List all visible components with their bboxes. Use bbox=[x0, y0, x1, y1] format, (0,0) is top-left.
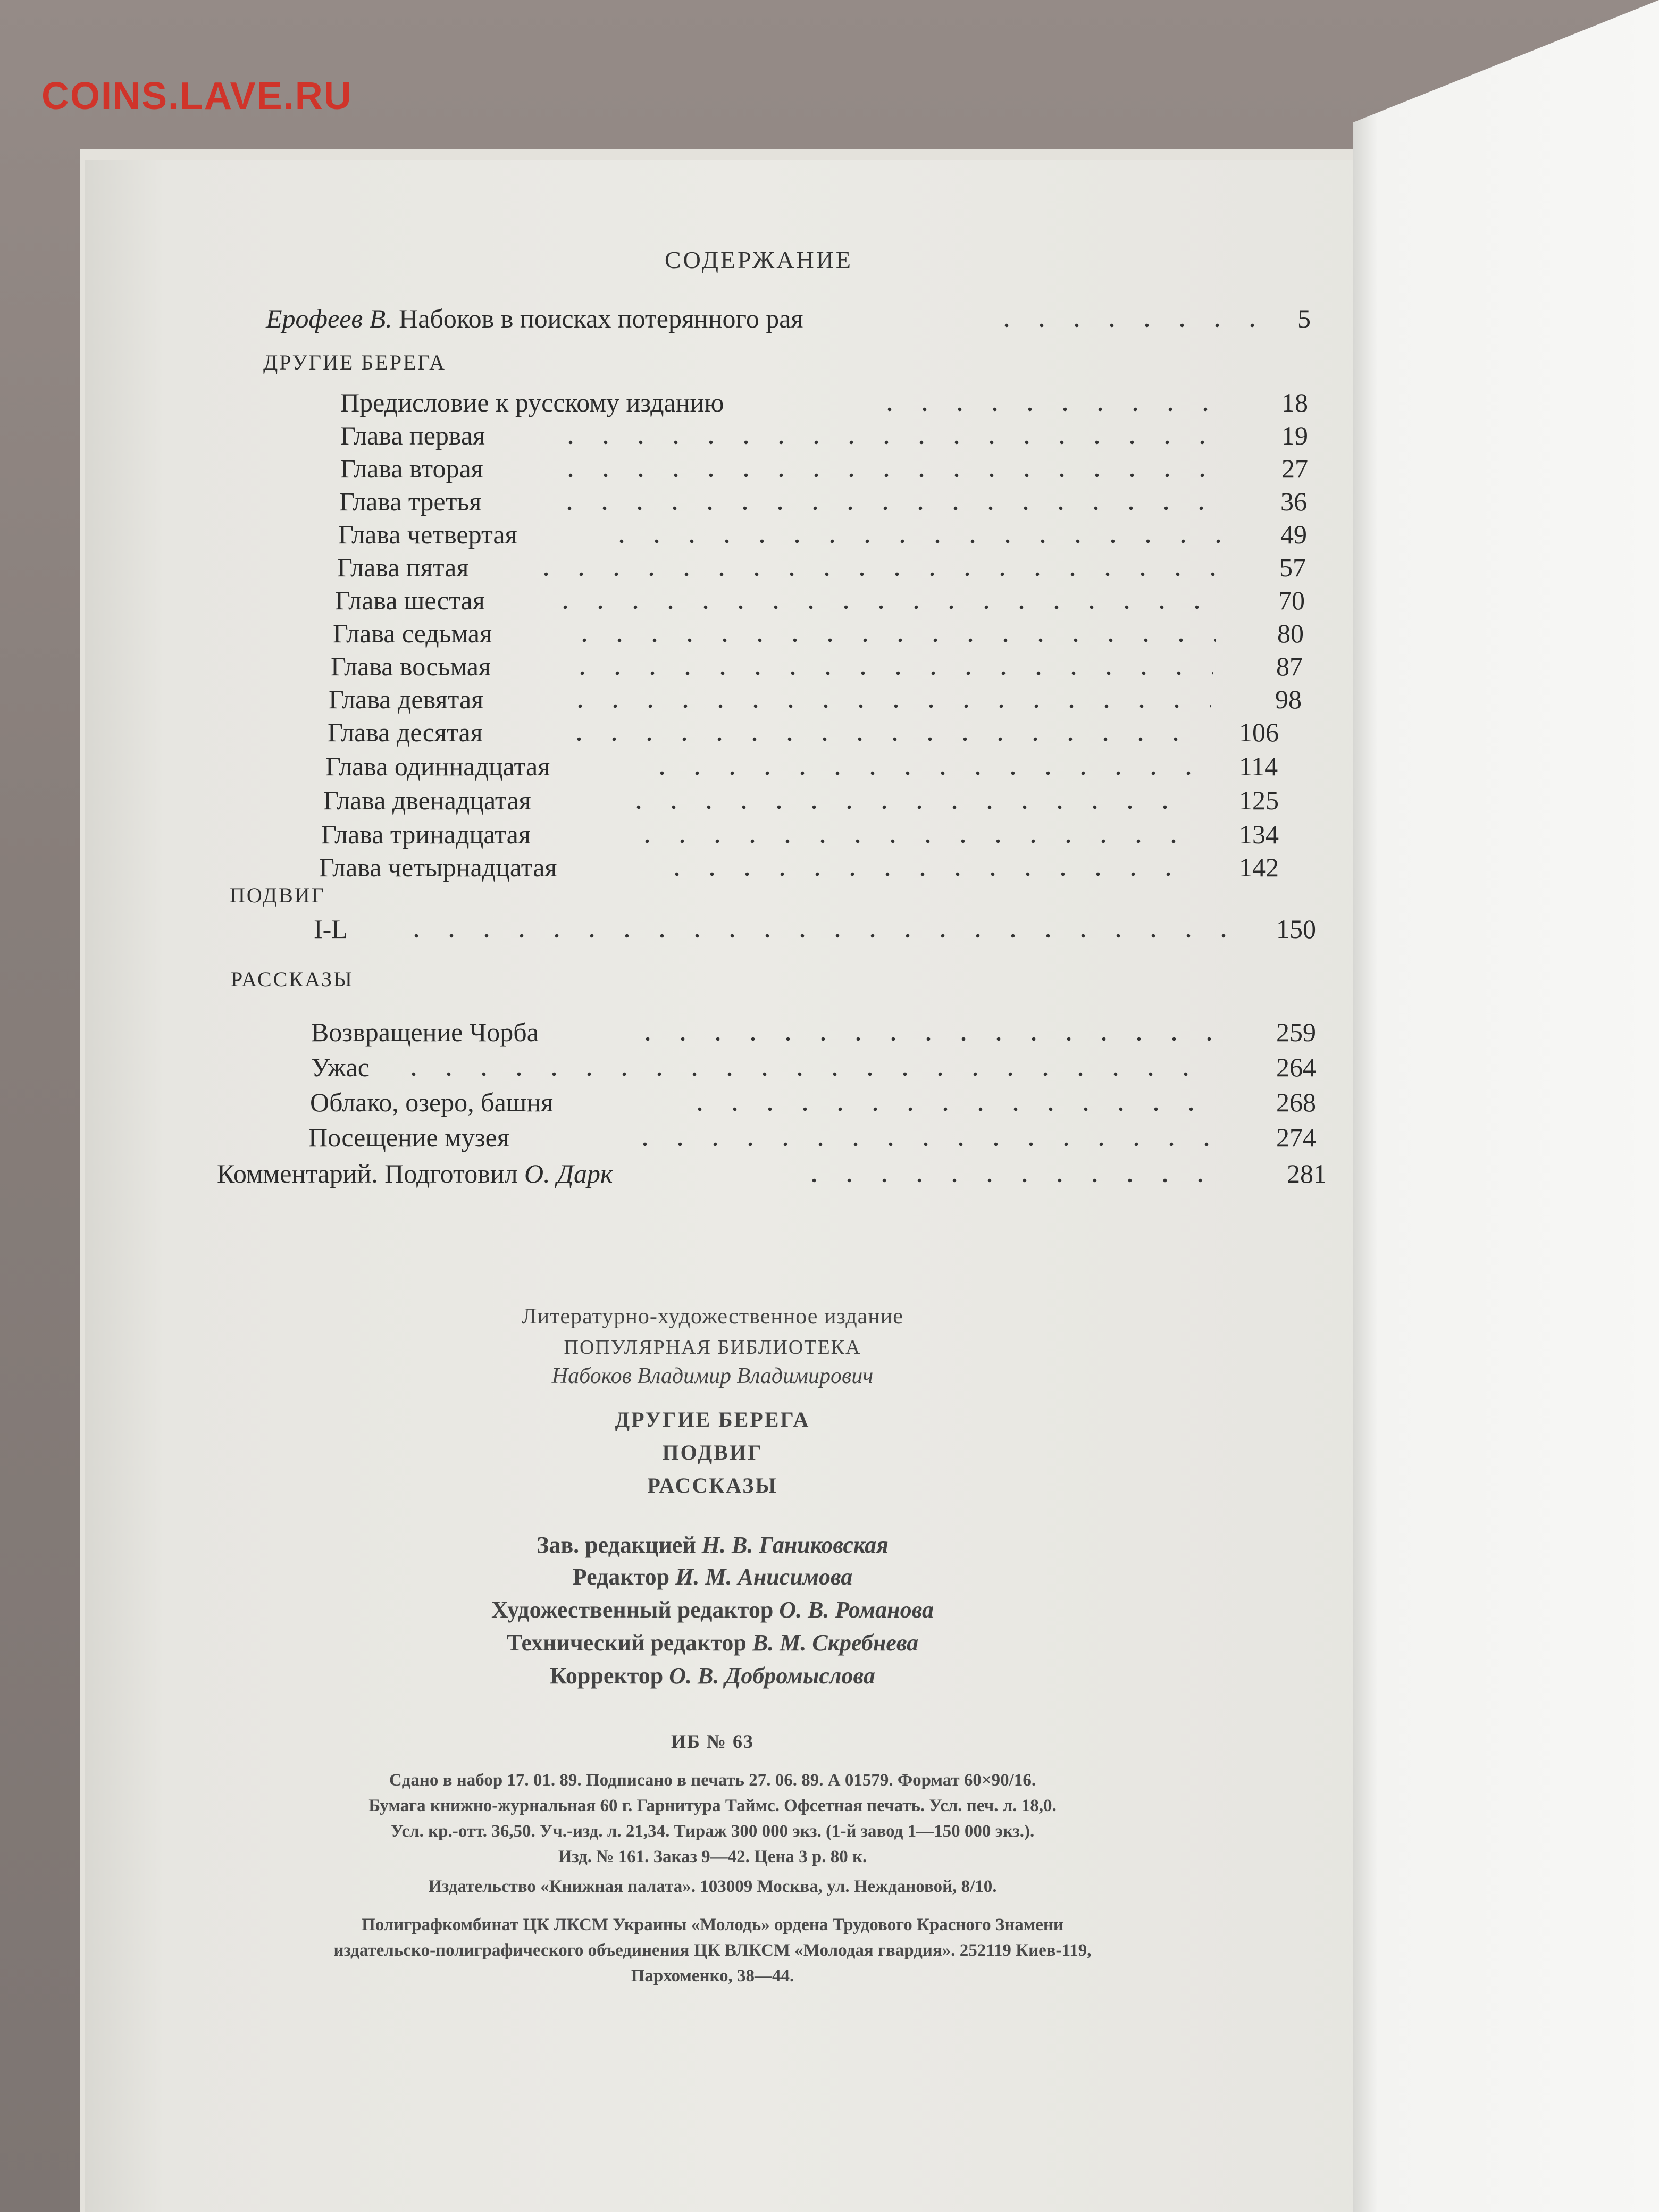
print-line: Бумага книжно-журнальная 60 г. Гарнитура Таймс. Офсетная печать. Усл. печ. л. 18,0. bbox=[368, 1796, 1057, 1815]
staff-name: О. В. Романова bbox=[779, 1597, 934, 1623]
toc-entry-label: Глава шестая bbox=[335, 585, 485, 615]
leader-dots bbox=[797, 1178, 1222, 1183]
toc-page-number: 259 bbox=[1276, 1017, 1316, 1047]
staff-line bbox=[0, 1596, 1425, 1623]
colophon-series: ПОПУЛЯРНАЯ БИБЛИОТЕКА bbox=[564, 1336, 861, 1359]
toc-entry-label: Глава девятая bbox=[329, 684, 484, 714]
toc-entry-label: I-L bbox=[314, 914, 348, 944]
toc-entry-intro bbox=[266, 303, 1329, 335]
section-heading-feat: ПОДВИГ bbox=[230, 883, 325, 907]
toc-page-number: 18 bbox=[1281, 388, 1308, 417]
staff-name: Н. В. Ганиковская bbox=[701, 1532, 889, 1558]
toc-entry-label: Возвращение Чорба bbox=[311, 1017, 539, 1047]
staff-name: И. М. Анисимова bbox=[675, 1564, 853, 1590]
colophon-edition-type: Литературно-художественное издание bbox=[522, 1304, 903, 1329]
print-line: издательско-полиграфического объединения ЦК ВЛКСМ «Молодая гвардия». 252119 Киев-119, bbox=[333, 1941, 1092, 1960]
staff-name: В. М. Скребнева bbox=[752, 1630, 919, 1656]
leader-dots bbox=[553, 440, 1223, 445]
toc-entry-label: Глава третья bbox=[339, 487, 482, 516]
toc-entry bbox=[333, 618, 1333, 650]
toc-page-number: 274 bbox=[1276, 1122, 1316, 1152]
staff-line bbox=[0, 1662, 1425, 1689]
leader-dots bbox=[396, 1072, 1215, 1076]
toc-entry-label: Глава четвертая bbox=[338, 520, 517, 549]
leader-dots bbox=[644, 771, 1197, 775]
toc-entry-label: Глава пятая bbox=[337, 552, 469, 582]
toc-entry-label: Глава четырнадцатая bbox=[319, 852, 557, 882]
toc-page-number: 27 bbox=[1281, 454, 1308, 483]
toc-entry-label: Глава двенадцатая bbox=[323, 785, 531, 815]
toc-entry-label: Глава одиннадцатая bbox=[325, 751, 550, 781]
toc-entry bbox=[340, 453, 1340, 485]
toc-entry bbox=[335, 585, 1335, 617]
toc-page-number: 106 bbox=[1239, 717, 1279, 747]
toc-entry bbox=[311, 1017, 1343, 1049]
toc-entry bbox=[314, 914, 1345, 945]
section-heading-other-shores: ДРУГИЕ БЕРЕГА bbox=[263, 350, 447, 374]
toc-page-number: 98 bbox=[1275, 684, 1302, 714]
toc-page-number: 36 bbox=[1280, 487, 1307, 516]
toc-entry-label bbox=[217, 1158, 613, 1189]
staff-line bbox=[0, 1563, 1425, 1590]
colophon-title-1: ДРУГИЕ БЕРЕГА bbox=[615, 1407, 810, 1431]
toc-entry bbox=[331, 651, 1330, 683]
toc-page-number: 264 bbox=[1276, 1052, 1316, 1082]
print-line: Пархоменко, 38—44. bbox=[631, 1966, 794, 1985]
staff-role: Зав. редакцией bbox=[537, 1532, 696, 1558]
toc-entry bbox=[337, 552, 1337, 584]
toc-page-number: 114 bbox=[1239, 751, 1278, 781]
toc-page-number: 70 bbox=[1278, 585, 1305, 615]
colophon-title-3: РАССКАЗЫ bbox=[647, 1473, 778, 1497]
commentary-label: Комментарий. Подготовил bbox=[217, 1159, 518, 1188]
leader-dots bbox=[659, 872, 1191, 876]
intro-author: Ерофеев В. bbox=[266, 304, 392, 333]
toc-entry bbox=[340, 420, 1340, 452]
toc-page-number: 134 bbox=[1239, 819, 1279, 849]
print-line: Усл. кр.-отт. 36,50. Уч.-изд. л. 21,34. Тираж 300 000 экз. (1-й завод 1—150 000 экз.). bbox=[390, 1822, 1035, 1841]
toc-page-number: 150 bbox=[1276, 914, 1316, 944]
toc-entry bbox=[340, 387, 1340, 419]
leader-dots bbox=[553, 473, 1223, 477]
toc-page-number: 49 bbox=[1280, 520, 1307, 549]
leader-dots bbox=[630, 839, 1193, 843]
toc-entry bbox=[310, 1087, 1342, 1119]
toc-entry bbox=[321, 819, 1321, 851]
intro-title: Набоков в поисках потерянного рая bbox=[399, 304, 803, 333]
toc-entry bbox=[325, 751, 1325, 783]
staff-name: О. В. Добромыслова bbox=[669, 1663, 875, 1689]
toc-page-number: 142 bbox=[1239, 852, 1279, 882]
staff-line bbox=[0, 1531, 1425, 1559]
toc-entry-label: Глава восьмая bbox=[331, 651, 491, 681]
leader-dots bbox=[604, 539, 1221, 543]
commentary-editor: О. Дарк bbox=[524, 1159, 613, 1188]
print-line: Сдано в набор 17. 01. 89. Подписано в печать 27. 06. 89. А 01579. Формат 60×90/16. bbox=[389, 1771, 1036, 1790]
leader-dots bbox=[563, 704, 1211, 708]
toc-page-number: 125 bbox=[1239, 785, 1279, 815]
toc-entry-label: Глава седьмая bbox=[333, 618, 492, 648]
toc-page-number: 5 bbox=[1297, 304, 1311, 333]
toc-page-number: 57 bbox=[1279, 552, 1306, 582]
leader-dots bbox=[567, 638, 1216, 642]
toc-title: СОДЕРЖАНИЕ bbox=[665, 246, 853, 273]
staff-line bbox=[0, 1629, 1425, 1656]
toc-entry-label: Глава тринадцатая bbox=[321, 819, 531, 849]
toc-entry-commentary bbox=[217, 1158, 1344, 1190]
colophon-ib-number: ИБ № 63 bbox=[671, 1731, 754, 1752]
print-line: Издательство «Книжная палата». 103009 Москва, ул. Неждановой, 8/10. bbox=[428, 1877, 997, 1896]
leader-dots bbox=[630, 1037, 1215, 1041]
watermark: COINS.LAVE.RU bbox=[41, 75, 353, 118]
toc-entry-label bbox=[266, 303, 803, 334]
toc-entry-label: Глава десятая bbox=[328, 717, 483, 747]
toc-entry-label: Предисловие к русскому изданию bbox=[340, 388, 724, 417]
colophon-author: Набоков Владимир Владимирович bbox=[551, 1364, 874, 1388]
print-line: Изд. № 161. Заказ 9—42. Цена 3 р. 80 к. bbox=[558, 1847, 867, 1866]
toc-page-number: 80 bbox=[1277, 618, 1304, 648]
leader-dots bbox=[548, 605, 1218, 609]
colophon-title-2: ПОДВИГ bbox=[662, 1440, 763, 1464]
toc-entry bbox=[328, 717, 1327, 749]
leader-dots bbox=[682, 1107, 1214, 1111]
section-heading-stories: РАССКАЗЫ bbox=[231, 967, 354, 991]
leader-dots bbox=[562, 737, 1200, 741]
toc-entry-label: Глава вторая bbox=[340, 454, 483, 483]
toc-entry bbox=[323, 785, 1323, 817]
leader-dots bbox=[529, 572, 1220, 576]
toc-entry bbox=[319, 852, 1319, 884]
leader-dots bbox=[552, 506, 1222, 510]
toc-entry-label: Облако, озеро, башня bbox=[310, 1087, 554, 1117]
toc-entry bbox=[339, 486, 1339, 518]
leader-dots bbox=[989, 323, 1266, 328]
toc-entry bbox=[329, 684, 1328, 716]
toc-entry-label: Глава первая bbox=[340, 421, 485, 450]
toc-entry bbox=[308, 1122, 1340, 1154]
toc-page-number: 281 bbox=[1287, 1159, 1327, 1188]
leader-dots bbox=[565, 671, 1213, 675]
toc-entry bbox=[311, 1052, 1343, 1084]
toc-entry bbox=[338, 519, 1338, 551]
staff-role: Корректор bbox=[550, 1663, 664, 1689]
staff-role: Технический редактор bbox=[506, 1630, 747, 1656]
leader-dots bbox=[621, 805, 1195, 809]
staff-role: Редактор bbox=[572, 1564, 670, 1590]
leader-dots bbox=[872, 407, 1223, 412]
toc-page-number: 268 bbox=[1276, 1087, 1316, 1117]
toc-entry-label: Посещение музея bbox=[308, 1122, 509, 1152]
leader-dots bbox=[399, 934, 1228, 938]
print-line: Полиграфкомбинат ЦК ЛКСМ Украины «Молодь» ордена Трудового Красного Знамени bbox=[362, 1915, 1063, 1934]
toc-page-number: 87 bbox=[1276, 651, 1303, 681]
toc-page-number: 19 bbox=[1281, 421, 1308, 450]
toc-entry-label: Ужас bbox=[311, 1052, 370, 1082]
leader-dots bbox=[627, 1142, 1212, 1146]
staff-role: Художественный редактор bbox=[491, 1597, 774, 1623]
